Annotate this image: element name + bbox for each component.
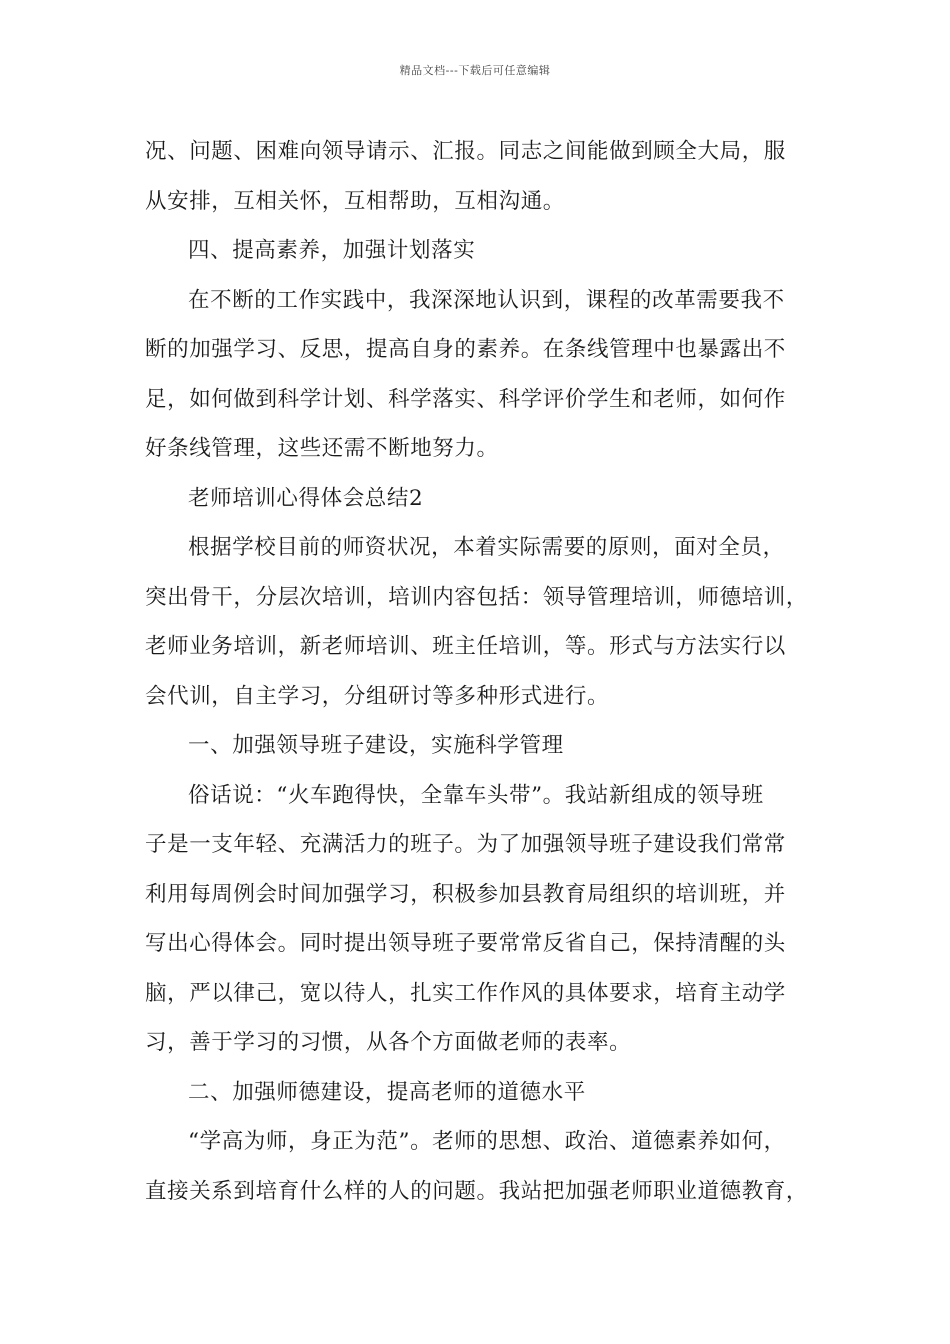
paragraph-line: 在不断的工作实践中，我深深地认识到，课程的改革需要我不 xyxy=(188,287,785,313)
paragraph-line: 突出骨干，分层次培训，培训内容包括：领导管理培训，师德培训， xyxy=(145,584,809,610)
section-heading: 二、加强师德建设，提高老师的道德水平 xyxy=(188,1079,586,1105)
document-body xyxy=(145,130,815,1219)
section-heading: 四、提高素养，加强计划落实 xyxy=(188,238,476,263)
paragraph-line: 好条线管理，这些还需不断地努力。 xyxy=(145,436,499,461)
paragraph-line: 足，如何做到科学计划、科学落实、科学评价学生和老师，如何作 xyxy=(145,386,786,412)
paragraph-line: 断的加强学习、反思，提高自身的素养。在条线管理中也暴露出不 xyxy=(145,337,786,362)
paragraph-line: 会代训，自主学习，分组研讨等多种形式进行。 xyxy=(145,683,610,709)
paragraph-line: 俗话说：“火车跑得快，全靠车头带”。我站新组成的领导班 xyxy=(188,782,764,808)
paragraph-line: 写出心得体会。同时提出领导班子要常常反省自己，保持清醒的头 xyxy=(145,931,786,956)
page-header: 精品文档---下载后可任意编辑 xyxy=(399,64,551,77)
paragraph-line: 况、问题、困难向领导请示、汇报。同志之间能做到顾全大局，服 xyxy=(145,139,786,164)
paragraph-line: “学高为师，身正为范”。老师的思想、政治、道德素养如何， xyxy=(188,1129,786,1154)
paragraph-line: 根据学校目前的师资状况，本着实际需要的原则，面对全员， xyxy=(188,535,785,560)
paragraph-line: 直接关系到培育什么样的人的问题。我站把加强老师职业道德教育， xyxy=(145,1178,809,1204)
section-heading: 一、加强领导班子建设，实施科学管理 xyxy=(188,733,564,758)
paragraph-line: 老师业务培训，新老师培训、班主任培训，等。形式与方法实行以 xyxy=(145,634,786,659)
article-title: 老师培训心得体会总结2 xyxy=(188,485,424,511)
paragraph-line: 子是一支年轻、充满活力的班子。为了加强领导班子建设我们常常 xyxy=(145,832,786,857)
paragraph-line: 习，善于学习的习惯，从各个方面做老师的表率。 xyxy=(145,1030,632,1055)
paragraph-line: 从安排，互相关怀，互相帮助，互相沟通。 xyxy=(145,188,565,214)
paragraph-line: 利用每周例会时间加强学习，积极参加县教育局组织的培训班，并 xyxy=(145,881,786,907)
paragraph-line: 脑，严以律己，宽以待人，扎实工作作风的具体要求，培育主动学 xyxy=(145,980,786,1006)
